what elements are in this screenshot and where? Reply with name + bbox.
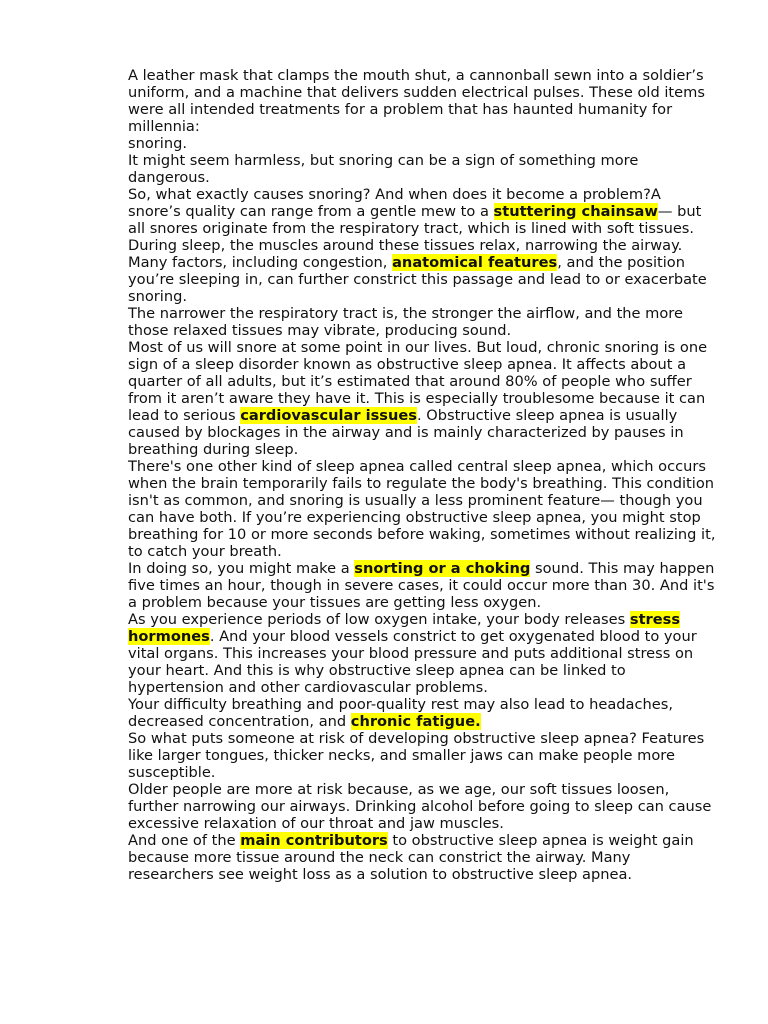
highlighted-phrase: cardiovascular issues <box>240 407 417 424</box>
highlighted-phrase: stuttering chainsaw <box>493 203 658 220</box>
text-run: snoring. <box>128 135 187 152</box>
paragraph <box>128 696 718 730</box>
paragraph <box>128 458 718 560</box>
paragraph <box>128 730 718 781</box>
text-run: So, what exactly causes snoring? And when does it become a problem?A snore’s quality can range from a gentle mew to a <box>128 186 661 220</box>
paragraph <box>128 611 718 696</box>
paragraph <box>128 339 718 458</box>
paragraph <box>128 849 718 883</box>
paragraph <box>128 152 718 186</box>
text-run: Many factors, including congestion, <box>128 254 393 271</box>
text-run: . Obstructive sleep apnea is usually caused by blockages in the airway and is mainly characterized by pauses in breathing during sleep. <box>128 407 684 458</box>
paragraph <box>128 254 718 305</box>
highlighted-phrase: anatomical features <box>392 254 558 271</box>
text-run: to obstructive sleep apnea is weight gain <box>387 832 694 849</box>
highlighted-phrase: stress hormones <box>128 611 681 645</box>
highlighted-phrase: snorting or a choking <box>354 560 531 577</box>
text-run: The narrower the respiratory tract is, the stronger the airflow, and the more those relaxed tissues may vibrate, producing sound. <box>128 305 683 339</box>
text-run: , and the position you’re sleeping in, can further constrict this passage and lead to or exacerbate snoring. <box>128 254 707 305</box>
text-run: And one of the <box>128 832 241 849</box>
document-body <box>128 67 718 883</box>
text-run: Your difficulty breathing and poor-quality rest may also lead to headaches, decreased concentration, and <box>128 696 673 730</box>
paragraph <box>128 560 718 611</box>
paragraph <box>128 237 718 254</box>
paragraph <box>128 67 718 135</box>
text-run: During sleep, the muscles around these tissues relax, narrowing the airway. <box>128 237 683 254</box>
paragraph <box>128 781 718 832</box>
text-run: because more tissue around the neck can constrict the airway. Many researchers see weight loss as a solution to obstructive sleep apnea. <box>128 849 633 883</box>
text-run: sound. This may happen five times an hour, though in severe cases, it could occur more than 30. And it's a problem because your tissues are getting less oxygen. <box>128 560 715 611</box>
text-run: It might seem harmless, but snoring can be a sign of something more dangerous. <box>128 152 639 186</box>
text-run: There's one other kind of sleep apnea called central sleep apnea, which occurs when the brain temporarily fails to regulate the body's breathing. This condition isn't as common, and snoring is usually a less prominent feature— though you can have both. If you’re experiencing obstructive sleep apnea, you might stop breathing for 10 or more seconds before waking, sometimes without realizing it, to catch your breath. <box>128 458 716 560</box>
text-run: . And your blood vessels constrict to get oxygenated blood to your vital organs. This increases your blood pressure and puts additional stress on your heart. And this is why obstructive sleep apnea can be linked to hypertension and other cardiovascular problems. <box>128 628 697 696</box>
paragraph <box>128 305 718 339</box>
text-run: — but all snores originate from the respiratory tract, which is lined with soft tissues. <box>128 203 702 237</box>
text-run: Most of us will snore at some point in our lives. But loud, chronic snoring is one sign of a sleep disorder known as obstructive sleep apnea. It affects about a quarter of all adults, but it’s estimated that around 80% of people who suffer from it aren’t aware they have it. This is especially troublesome because it can lead to serious <box>128 339 708 424</box>
text-run: So what puts someone at risk of developing obstructive sleep apnea? Features like larger tongues, thicker necks, and smaller jaws can make people more susceptible. <box>128 730 705 781</box>
paragraph <box>128 135 718 152</box>
text-run: As you experience periods of low oxygen intake, your body releases <box>128 611 630 628</box>
highlighted-phrase: chronic fatigue. <box>350 713 481 730</box>
text-run: Older people are more at risk because, as we age, our soft tissues loosen, further narrowing our airways. Drinking alcohol before going to sleep can cause excessive relaxation of our throat and jaw muscles. <box>128 781 712 832</box>
text-run: In doing so, you might make a <box>128 560 355 577</box>
paragraph <box>128 832 718 849</box>
paragraph <box>128 186 718 237</box>
highlighted-phrase: main contributors <box>240 832 388 849</box>
text-run: A leather mask that clamps the mouth shut, a cannonball sewn into a soldier’s uniform, and a machine that delivers sudden electrical pulses. These old items were all intended treatments for a problem that has haunted humanity for millennia: <box>128 67 705 135</box>
